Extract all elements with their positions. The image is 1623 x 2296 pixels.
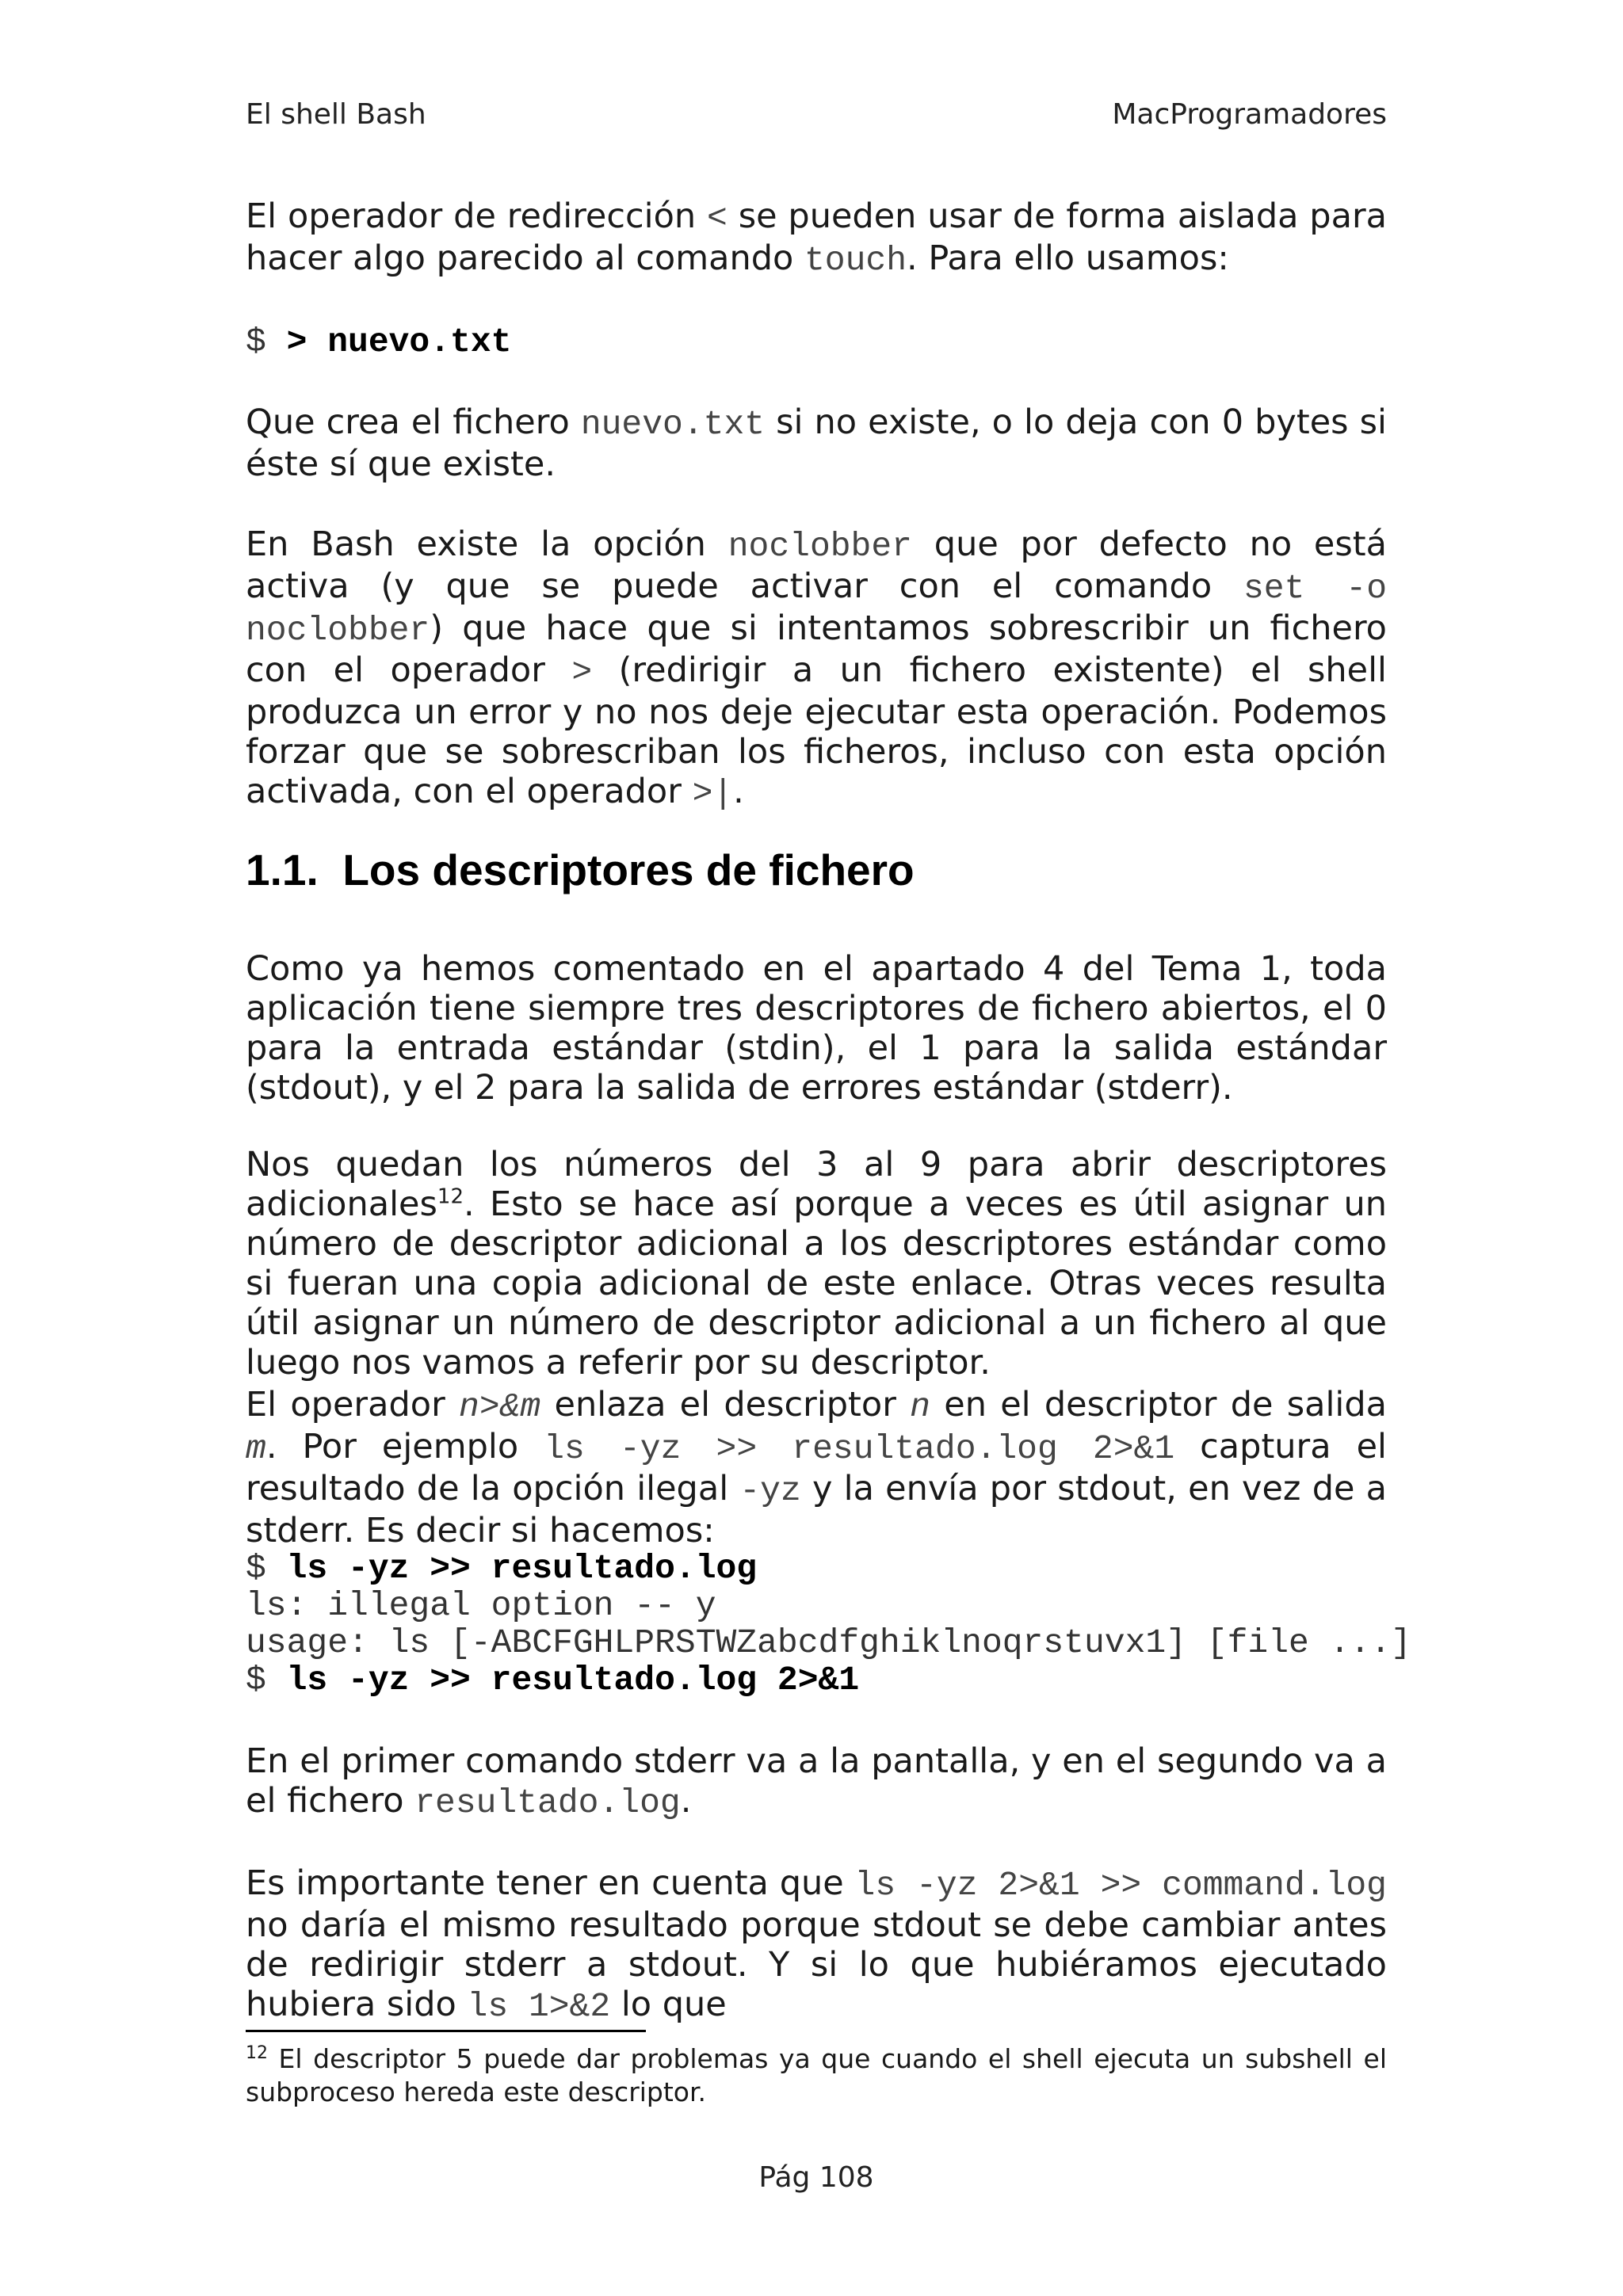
text: lo que (610, 1985, 727, 2024)
inline-code: ls -yz 2>&1 >> command.log (854, 1866, 1387, 1905)
text: . Esto se hace así porque a veces es útil asignar un número de descriptor adicional a los descriptores estándar como si fueran una copia adicional de este enlace. Otras veces resulta útil asignar un número de descriptor adicional a un fichero al que luego nos vamos a referir por su descriptor. (246, 1184, 1387, 1383)
footnote-text: El descriptor 5 puede dar problemas ya que cuando el shell ejecuta un subshell el subproceso hereda este descriptor. (246, 2043, 1387, 2107)
text: Que crea el fichero (246, 402, 581, 442)
text: si no existe, o lo deja con 0 bytes si éste sí que existe. (246, 402, 1387, 484)
text: (redirigir a un fichero existente) el shell produzca un error y no nos deje ejecutar esta operación. Podemos forzar que se sobrescriban los ficheros, incluso con esta opción activada, con el operador (246, 650, 1387, 811)
inline-code: ls -yz >> resultado.log 2>&1 (544, 1429, 1175, 1468)
inline-code: resultado.log (414, 1783, 681, 1822)
paragraph-noclobber (246, 524, 1387, 814)
inline-code: > (571, 653, 593, 692)
paragraph-order-matters (246, 1863, 1387, 2027)
running-header-left: El shell Bash (246, 98, 426, 131)
inline-code: n (910, 1387, 930, 1426)
page-number: Pág 108 (758, 2161, 874, 2194)
inline-code: noclobber (727, 527, 912, 566)
inline-code: -yz (739, 1471, 801, 1510)
shell-prompt: $ (246, 322, 287, 361)
paragraph-nuevo-txt (246, 402, 1387, 484)
shell-output: ls: illegal option -- y (246, 1586, 716, 1625)
paragraph-redirection-touch (246, 196, 1387, 280)
text: Es importante tener en cuenta que (246, 1863, 855, 1903)
text: se pueden usar de forma aislada para hacer algo parecido al comando (246, 196, 1387, 278)
shell-command: > nuevo.txt (286, 322, 512, 361)
text: El operador (246, 1385, 460, 1425)
section-number: 1.1. (246, 845, 319, 894)
text: en el descriptor de salida (930, 1385, 1387, 1425)
shell-output: usage: ls [-ABCFGHLPRSTWZabcdfghiklnoqrstuvx1] [file ...] (246, 1623, 1411, 1662)
paragraph-stderr-screen (246, 1741, 1387, 1823)
inline-code: n>&m (459, 1387, 541, 1426)
inline-code: < (707, 199, 727, 238)
section-heading (246, 845, 915, 895)
footnote-number: 12 (246, 2043, 268, 2063)
text: El operador de redirección (246, 196, 708, 236)
footnote (246, 2042, 1387, 2109)
shell-command: ls -yz >> resultado.log 2>&1 (286, 1661, 860, 1699)
footnote-rule (246, 2030, 646, 2032)
inline-code: >| (692, 774, 734, 813)
running-header-right: MacProgramadores (1112, 98, 1387, 131)
text: . (680, 1781, 692, 1821)
text: Nos quedan los números del 3 al 9 para abrir descriptores adicionales (246, 1145, 1387, 1224)
section-title: Los descriptores de fichero (342, 845, 915, 894)
text: En el primer comando stderr va a la pantalla, y en el segundo va a el fichero (246, 1741, 1387, 1821)
footnote-reference: 12 (437, 1184, 464, 1209)
shell-command: ls -yz >> resultado.log (286, 1549, 758, 1588)
text: captura el resultado de la opción ilegal (246, 1427, 1388, 1508)
text: enlaza el descriptor (540, 1385, 911, 1425)
shell-prompt: $ (246, 1549, 287, 1588)
inline-code: ls 1>&2 (467, 1987, 611, 2026)
text: no daría el mismo resultado porque stdout se debe cambiar antes de redirigir stderr a stdout. Y si lo que hubiéramos ejecutado hubiera sido (246, 1905, 1387, 2024)
inline-code: m (246, 1429, 266, 1468)
text: ) que hace que si intentamos sobrescribir un fichero con el operador (246, 608, 1387, 690)
text: que por defecto no está activa (y que se puede activar con el comando (246, 524, 1387, 606)
text: y la envía por stdout, en vez de a stderr. Es decir si hacemos: (246, 1469, 1387, 1550)
paragraph-standard-descriptors: Como ya hemos comentado en el apartado 4 del Tema 1, toda aplicación tiene siempre tres descriptores de fichero abiertos, el 0 para la entrada estándar (stdin), el 1 para la salida estándar (stdout), y el 2 para la salida de errores estándar (stderr). (246, 949, 1387, 1108)
text: . Para ello usamos: (907, 238, 1229, 278)
paragraph-operator-n-m (246, 1385, 1387, 1550)
paragraph-additional-descriptors (246, 1145, 1387, 1383)
text: . (733, 772, 744, 811)
code-block-ls-example (246, 1550, 1411, 1699)
text: En Bash existe la opción (246, 524, 728, 564)
inline-code: set -o noclobber (246, 569, 1388, 650)
shell-prompt: $ (246, 1661, 287, 1699)
inline-code: touch (804, 241, 907, 280)
code-block-nuevo (246, 323, 511, 360)
text: . Por ejemplo (265, 1427, 544, 1466)
inline-code: nuevo.txt (580, 405, 766, 444)
